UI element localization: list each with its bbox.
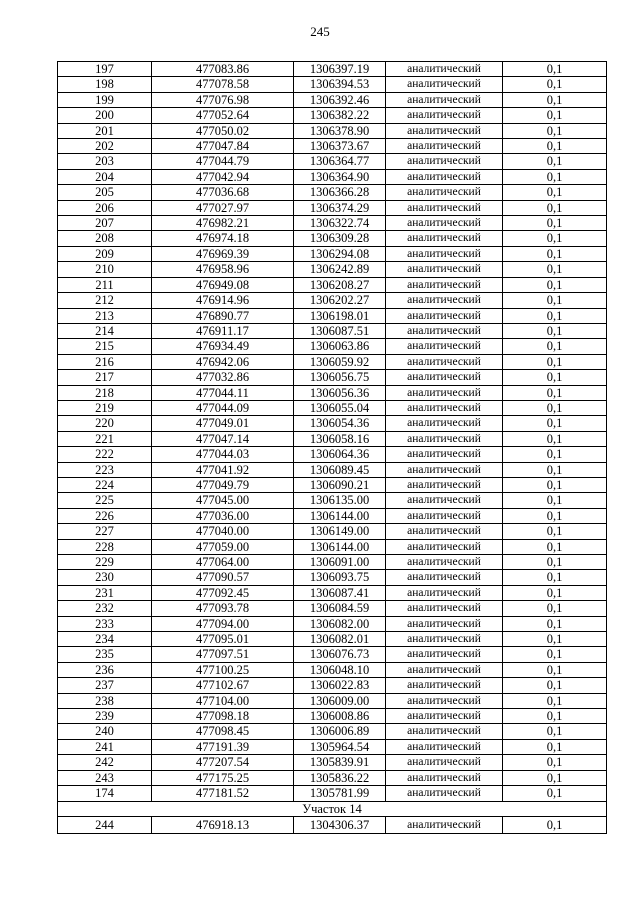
accuracy-cell: 0,1 <box>503 169 607 184</box>
table-row <box>58 185 607 200</box>
method-cell: аналитический <box>386 524 503 539</box>
y-coordinate-cell: 1306087.41 <box>294 585 386 600</box>
method-cell: аналитический <box>386 755 503 770</box>
method-cell: аналитический <box>386 400 503 415</box>
y-coordinate-cell: 1306373.67 <box>294 139 386 154</box>
y-coordinate-cell: 1306090.21 <box>294 477 386 492</box>
y-coordinate-cell: 1306087.51 <box>294 323 386 338</box>
accuracy-cell: 0,1 <box>503 693 607 708</box>
point-number-cell: 201 <box>58 123 152 138</box>
accuracy-cell: 0,1 <box>503 62 607 77</box>
point-number-cell: 206 <box>58 200 152 215</box>
method-cell: аналитический <box>386 231 503 246</box>
accuracy-cell: 0,1 <box>503 570 607 585</box>
point-number-cell: 243 <box>58 770 152 785</box>
point-number-cell: 216 <box>58 354 152 369</box>
method-cell: аналитический <box>386 739 503 754</box>
accuracy-cell: 0,1 <box>503 508 607 523</box>
point-number-cell: 205 <box>58 185 152 200</box>
y-coordinate-cell: 1306382.22 <box>294 108 386 123</box>
y-coordinate-cell: 1306144.00 <box>294 539 386 554</box>
x-coordinate-cell: 477093.78 <box>152 601 294 616</box>
point-number-cell: 212 <box>58 293 152 308</box>
x-coordinate-cell: 477027.97 <box>152 200 294 215</box>
method-cell: аналитический <box>386 447 503 462</box>
table-row <box>58 416 607 431</box>
y-coordinate-cell: 1306208.27 <box>294 277 386 292</box>
x-coordinate-cell: 477047.14 <box>152 431 294 446</box>
point-number-cell: 222 <box>58 447 152 462</box>
y-coordinate-cell: 1306366.28 <box>294 185 386 200</box>
point-number-cell: 199 <box>58 92 152 107</box>
x-coordinate-cell: 476982.21 <box>152 216 294 231</box>
accuracy-cell: 0,1 <box>503 493 607 508</box>
method-cell: аналитический <box>386 262 503 277</box>
accuracy-cell: 0,1 <box>503 539 607 554</box>
y-coordinate-cell: 1306008.86 <box>294 709 386 724</box>
method-cell: аналитический <box>386 385 503 400</box>
table-row <box>58 678 607 693</box>
point-number-cell: 237 <box>58 678 152 693</box>
x-coordinate-cell: 477045.00 <box>152 493 294 508</box>
table-row <box>58 216 607 231</box>
accuracy-cell: 0,1 <box>503 770 607 785</box>
accuracy-cell: 0,1 <box>503 662 607 677</box>
table-row <box>58 385 607 400</box>
y-coordinate-cell: 1306374.29 <box>294 200 386 215</box>
x-coordinate-cell: 477092.45 <box>152 585 294 600</box>
accuracy-cell: 0,1 <box>503 77 607 92</box>
accuracy-cell: 0,1 <box>503 92 607 107</box>
accuracy-cell: 0,1 <box>503 724 607 739</box>
accuracy-cell: 0,1 <box>503 231 607 246</box>
x-coordinate-cell: 477100.25 <box>152 662 294 677</box>
accuracy-cell: 0,1 <box>503 447 607 462</box>
accuracy-cell: 0,1 <box>503 601 607 616</box>
point-number-cell: 207 <box>58 216 152 231</box>
method-cell: аналитический <box>386 816 503 833</box>
method-cell: аналитический <box>386 616 503 631</box>
accuracy-cell: 0,1 <box>503 123 607 138</box>
y-coordinate-cell: 1306202.27 <box>294 293 386 308</box>
accuracy-cell: 0,1 <box>503 786 607 801</box>
table-row <box>58 570 607 585</box>
point-number-cell: 220 <box>58 416 152 431</box>
x-coordinate-cell: 477032.86 <box>152 370 294 385</box>
point-number-cell: 236 <box>58 662 152 677</box>
y-coordinate-cell: 1306091.00 <box>294 555 386 570</box>
x-coordinate-cell: 477083.86 <box>152 62 294 77</box>
method-cell: аналитический <box>386 308 503 323</box>
y-coordinate-cell: 1306022.83 <box>294 678 386 693</box>
point-number-cell: 217 <box>58 370 152 385</box>
accuracy-cell: 0,1 <box>503 370 607 385</box>
y-coordinate-cell: 1306076.73 <box>294 647 386 662</box>
accuracy-cell: 0,1 <box>503 462 607 477</box>
y-coordinate-cell: 1306135.00 <box>294 493 386 508</box>
table-row <box>58 477 607 492</box>
table-row <box>58 462 607 477</box>
method-cell: аналитический <box>386 216 503 231</box>
x-coordinate-cell: 477102.67 <box>152 678 294 693</box>
point-number-cell: 215 <box>58 339 152 354</box>
x-coordinate-cell: 477044.09 <box>152 400 294 415</box>
accuracy-cell: 0,1 <box>503 585 607 600</box>
table-row <box>58 400 607 415</box>
y-coordinate-cell: 1306048.10 <box>294 662 386 677</box>
table-row <box>58 724 607 739</box>
table-row <box>58 585 607 600</box>
x-coordinate-cell: 477191.39 <box>152 739 294 754</box>
x-coordinate-cell: 477044.11 <box>152 385 294 400</box>
table-row <box>58 601 607 616</box>
method-cell: аналитический <box>386 555 503 570</box>
x-coordinate-cell: 477098.45 <box>152 724 294 739</box>
y-coordinate-cell: 1306392.46 <box>294 92 386 107</box>
point-number-cell: 240 <box>58 724 152 739</box>
x-coordinate-cell: 477059.00 <box>152 539 294 554</box>
page-number: 245 <box>310 24 330 39</box>
accuracy-cell: 0,1 <box>503 632 607 647</box>
accuracy-cell: 0,1 <box>503 555 607 570</box>
y-coordinate-cell: 1305836.22 <box>294 770 386 785</box>
x-coordinate-cell: 477078.58 <box>152 77 294 92</box>
accuracy-cell: 0,1 <box>503 154 607 169</box>
method-cell: аналитический <box>386 323 503 338</box>
table-row <box>58 431 607 446</box>
y-coordinate-cell: 1306394.53 <box>294 77 386 92</box>
point-number-cell: 214 <box>58 323 152 338</box>
method-cell: аналитический <box>386 786 503 801</box>
method-cell: аналитический <box>386 601 503 616</box>
point-number-cell: 203 <box>58 154 152 169</box>
point-number-cell: 233 <box>58 616 152 631</box>
x-coordinate-cell: 477104.00 <box>152 693 294 708</box>
y-coordinate-cell: 1306009.00 <box>294 693 386 708</box>
point-number-cell: 223 <box>58 462 152 477</box>
table-row <box>58 231 607 246</box>
method-cell: аналитический <box>386 108 503 123</box>
point-number-cell: 208 <box>58 231 152 246</box>
method-cell: аналитический <box>386 185 503 200</box>
method-cell: аналитический <box>386 493 503 508</box>
x-coordinate-cell: 476974.18 <box>152 231 294 246</box>
x-coordinate-cell: 476949.08 <box>152 277 294 292</box>
table-row <box>58 770 607 785</box>
accuracy-cell: 0,1 <box>503 709 607 724</box>
method-cell: аналитический <box>386 123 503 138</box>
table-row <box>58 277 607 292</box>
point-number-cell: 200 <box>58 108 152 123</box>
x-coordinate-cell: 477076.98 <box>152 92 294 107</box>
table-row <box>58 354 607 369</box>
point-number-cell: 244 <box>58 816 152 833</box>
table-row <box>58 62 607 77</box>
point-number-cell: 242 <box>58 755 152 770</box>
x-coordinate-cell: 477098.18 <box>152 709 294 724</box>
y-coordinate-cell: 1306056.75 <box>294 370 386 385</box>
point-number-cell: 224 <box>58 477 152 492</box>
x-coordinate-cell: 477090.57 <box>152 570 294 585</box>
table-row <box>58 262 607 277</box>
table-row <box>58 662 607 677</box>
table-row <box>58 493 607 508</box>
point-number-cell: 228 <box>58 539 152 554</box>
table-row <box>58 524 607 539</box>
point-number-cell: 229 <box>58 555 152 570</box>
point-number-cell: 227 <box>58 524 152 539</box>
table-row <box>58 739 607 754</box>
method-cell: аналитический <box>386 62 503 77</box>
y-coordinate-cell: 1306378.90 <box>294 123 386 138</box>
accuracy-cell: 0,1 <box>503 262 607 277</box>
table-row <box>58 370 607 385</box>
section-title: Участок 14 <box>58 801 607 816</box>
point-number-cell: 198 <box>58 77 152 92</box>
table-row <box>58 632 607 647</box>
point-number-cell: 204 <box>58 169 152 184</box>
method-cell: аналитический <box>386 431 503 446</box>
point-number-cell: 211 <box>58 277 152 292</box>
y-coordinate-cell: 1306149.00 <box>294 524 386 539</box>
accuracy-cell: 0,1 <box>503 277 607 292</box>
x-coordinate-cell: 476914.96 <box>152 293 294 308</box>
method-cell: аналитический <box>386 200 503 215</box>
point-number-cell: 230 <box>58 570 152 585</box>
table-row <box>58 693 607 708</box>
accuracy-cell: 0,1 <box>503 524 607 539</box>
table-row <box>58 308 607 323</box>
point-number-cell: 218 <box>58 385 152 400</box>
table-row <box>58 108 607 123</box>
method-cell: аналитический <box>386 539 503 554</box>
x-coordinate-cell: 476890.77 <box>152 308 294 323</box>
coordinates-table-body <box>58 62 607 834</box>
accuracy-cell: 0,1 <box>503 739 607 754</box>
accuracy-cell: 0,1 <box>503 200 607 215</box>
x-coordinate-cell: 477044.03 <box>152 447 294 462</box>
method-cell: аналитический <box>386 570 503 585</box>
table-row <box>58 339 607 354</box>
point-number-cell: 174 <box>58 786 152 801</box>
point-number-cell: 202 <box>58 139 152 154</box>
x-coordinate-cell: 477050.02 <box>152 123 294 138</box>
y-coordinate-cell: 1306144.00 <box>294 508 386 523</box>
x-coordinate-cell: 477049.79 <box>152 477 294 492</box>
table-row <box>58 816 607 833</box>
x-coordinate-cell: 476942.06 <box>152 354 294 369</box>
y-coordinate-cell: 1306364.90 <box>294 169 386 184</box>
accuracy-cell: 0,1 <box>503 216 607 231</box>
point-number-cell: 226 <box>58 508 152 523</box>
point-number-cell: 219 <box>58 400 152 415</box>
x-coordinate-cell: 477064.00 <box>152 555 294 570</box>
method-cell: аналитический <box>386 647 503 662</box>
y-coordinate-cell: 1306064.36 <box>294 447 386 462</box>
method-cell: аналитический <box>386 585 503 600</box>
y-coordinate-cell: 1304306.37 <box>294 816 386 833</box>
y-coordinate-cell: 1306084.59 <box>294 601 386 616</box>
method-cell: аналитический <box>386 462 503 477</box>
x-coordinate-cell: 477036.68 <box>152 185 294 200</box>
y-coordinate-cell: 1306242.89 <box>294 262 386 277</box>
table-row <box>58 92 607 107</box>
method-cell: аналитический <box>386 92 503 107</box>
accuracy-cell: 0,1 <box>503 755 607 770</box>
method-cell: аналитический <box>386 477 503 492</box>
method-cell: аналитический <box>386 370 503 385</box>
point-number-cell: 213 <box>58 308 152 323</box>
x-coordinate-cell: 477041.92 <box>152 462 294 477</box>
x-coordinate-cell: 477207.54 <box>152 755 294 770</box>
y-coordinate-cell: 1306054.36 <box>294 416 386 431</box>
table-row <box>58 293 607 308</box>
method-cell: аналитический <box>386 139 503 154</box>
method-cell: аналитический <box>386 709 503 724</box>
accuracy-cell: 0,1 <box>503 354 607 369</box>
y-coordinate-cell: 1306198.01 <box>294 308 386 323</box>
method-cell: аналитический <box>386 693 503 708</box>
x-coordinate-cell: 477095.01 <box>152 632 294 647</box>
method-cell: аналитический <box>386 169 503 184</box>
table-row <box>58 786 607 801</box>
y-coordinate-cell: 1306055.04 <box>294 400 386 415</box>
y-coordinate-cell: 1305781.99 <box>294 786 386 801</box>
point-number-cell: 232 <box>58 601 152 616</box>
method-cell: аналитический <box>386 354 503 369</box>
accuracy-cell: 0,1 <box>503 108 607 123</box>
y-coordinate-cell: 1306059.92 <box>294 354 386 369</box>
x-coordinate-cell: 477042.94 <box>152 169 294 184</box>
y-coordinate-cell: 1306056.36 <box>294 385 386 400</box>
accuracy-cell: 0,1 <box>503 431 607 446</box>
point-number-cell: 234 <box>58 632 152 647</box>
table-row <box>58 154 607 169</box>
point-number-cell: 231 <box>58 585 152 600</box>
y-coordinate-cell: 1306089.45 <box>294 462 386 477</box>
method-cell: аналитический <box>386 277 503 292</box>
table-row <box>58 647 607 662</box>
accuracy-cell: 0,1 <box>503 385 607 400</box>
accuracy-cell: 0,1 <box>503 647 607 662</box>
table-row <box>58 508 607 523</box>
method-cell: аналитический <box>386 154 503 169</box>
point-number-cell: 238 <box>58 693 152 708</box>
accuracy-cell: 0,1 <box>503 400 607 415</box>
method-cell: аналитический <box>386 770 503 785</box>
method-cell: аналитический <box>386 508 503 523</box>
table-row <box>58 709 607 724</box>
table-row <box>58 555 607 570</box>
x-coordinate-cell: 476918.13 <box>152 816 294 833</box>
method-cell: аналитический <box>386 246 503 261</box>
method-cell: аналитический <box>386 632 503 647</box>
table-row <box>58 169 607 184</box>
x-coordinate-cell: 476911.17 <box>152 323 294 338</box>
table-row <box>58 139 607 154</box>
point-number-cell: 197 <box>58 62 152 77</box>
method-cell: аналитический <box>386 724 503 739</box>
table-row <box>58 246 607 261</box>
x-coordinate-cell: 477044.79 <box>152 154 294 169</box>
point-number-cell: 210 <box>58 262 152 277</box>
table-row <box>58 123 607 138</box>
section-row <box>58 801 607 816</box>
table-row <box>58 200 607 215</box>
method-cell: аналитический <box>386 662 503 677</box>
table-row <box>58 616 607 631</box>
x-coordinate-cell: 477047.84 <box>152 139 294 154</box>
y-coordinate-cell: 1306082.00 <box>294 616 386 631</box>
table-row <box>58 539 607 554</box>
y-coordinate-cell: 1305964.54 <box>294 739 386 754</box>
accuracy-cell: 0,1 <box>503 416 607 431</box>
x-coordinate-cell: 477175.25 <box>152 770 294 785</box>
accuracy-cell: 0,1 <box>503 246 607 261</box>
table-row <box>58 77 607 92</box>
x-coordinate-cell: 477097.51 <box>152 647 294 662</box>
y-coordinate-cell: 1306397.19 <box>294 62 386 77</box>
table-row <box>58 755 607 770</box>
point-number-cell: 209 <box>58 246 152 261</box>
accuracy-cell: 0,1 <box>503 293 607 308</box>
y-coordinate-cell: 1306309.28 <box>294 231 386 246</box>
x-coordinate-cell: 477094.00 <box>152 616 294 631</box>
table-row <box>58 447 607 462</box>
y-coordinate-cell: 1306063.86 <box>294 339 386 354</box>
accuracy-cell: 0,1 <box>503 139 607 154</box>
y-coordinate-cell: 1306093.75 <box>294 570 386 585</box>
x-coordinate-cell: 476934.49 <box>152 339 294 354</box>
accuracy-cell: 0,1 <box>503 185 607 200</box>
y-coordinate-cell: 1305839.91 <box>294 755 386 770</box>
accuracy-cell: 0,1 <box>503 616 607 631</box>
method-cell: аналитический <box>386 339 503 354</box>
x-coordinate-cell: 476958.96 <box>152 262 294 277</box>
method-cell: аналитический <box>386 416 503 431</box>
method-cell: аналитический <box>386 678 503 693</box>
point-number-cell: 239 <box>58 709 152 724</box>
y-coordinate-cell: 1306294.08 <box>294 246 386 261</box>
point-number-cell: 225 <box>58 493 152 508</box>
accuracy-cell: 0,1 <box>503 816 607 833</box>
x-coordinate-cell: 477036.00 <box>152 508 294 523</box>
point-number-cell: 235 <box>58 647 152 662</box>
accuracy-cell: 0,1 <box>503 678 607 693</box>
x-coordinate-cell: 477052.64 <box>152 108 294 123</box>
y-coordinate-cell: 1306006.89 <box>294 724 386 739</box>
y-coordinate-cell: 1306322.74 <box>294 216 386 231</box>
accuracy-cell: 0,1 <box>503 477 607 492</box>
y-coordinate-cell: 1306364.77 <box>294 154 386 169</box>
y-coordinate-cell: 1306058.16 <box>294 431 386 446</box>
x-coordinate-cell: 477181.52 <box>152 786 294 801</box>
point-number-cell: 241 <box>58 739 152 754</box>
x-coordinate-cell: 477040.00 <box>152 524 294 539</box>
accuracy-cell: 0,1 <box>503 308 607 323</box>
y-coordinate-cell: 1306082.01 <box>294 632 386 647</box>
x-coordinate-cell: 476969.39 <box>152 246 294 261</box>
accuracy-cell: 0,1 <box>503 323 607 338</box>
coordinates-table <box>57 61 607 834</box>
table-row <box>58 323 607 338</box>
accuracy-cell: 0,1 <box>503 339 607 354</box>
method-cell: аналитический <box>386 293 503 308</box>
point-number-cell: 221 <box>58 431 152 446</box>
method-cell: аналитический <box>386 77 503 92</box>
x-coordinate-cell: 477049.01 <box>152 416 294 431</box>
